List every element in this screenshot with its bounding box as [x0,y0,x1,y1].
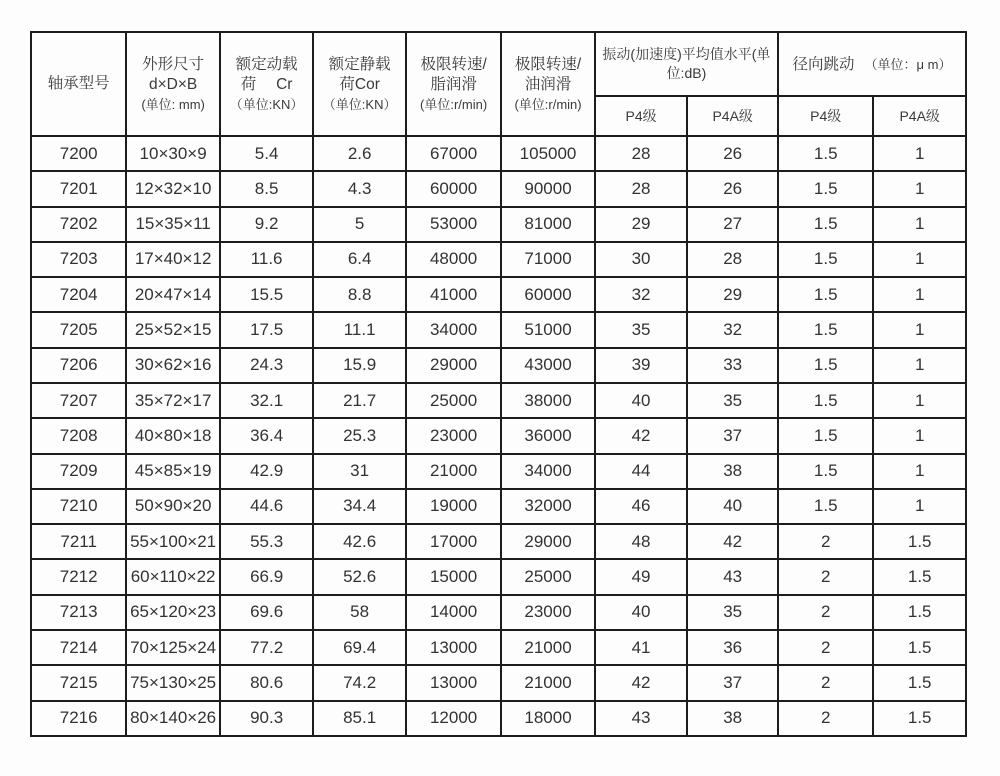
cell-grease-speed: 14000 [406,595,501,630]
col-header-grease-speed-line2: 脂润滑 [430,75,477,93]
cell-cor: 4.3 [313,171,406,206]
cell-model: 7210 [31,489,126,524]
cell-vibration-p4a: 26 [687,171,778,206]
cell-grease-speed: 19000 [406,489,501,524]
col-header-vibration-group-label: 振动(加速度)平均值水平(单位:dB) [602,46,771,81]
col-header-model-label: 轴承型号 [47,75,110,92]
cell-runout-p4: 2 [778,524,873,559]
cell-oil-speed: 90000 [501,171,595,206]
cell-cor: 25.3 [313,418,406,453]
cell-model: 7207 [31,383,126,418]
cell-runout-p4a: 1 [873,489,966,524]
cell-grease-speed: 25000 [406,383,501,418]
cell-vibration-p4a: 37 [687,665,778,700]
table-row [31,242,966,277]
cell-cr: 55.3 [220,524,314,559]
cell-runout-p4a: 1 [873,312,966,347]
header-row-top [31,32,966,96]
table-row [31,277,966,312]
col-header-static-load-unit: （单位:KN） [322,96,397,112]
table-row [31,312,966,347]
cell-oil-speed: 23000 [501,595,595,630]
cell-cr: 5.4 [220,136,314,171]
cell-vibration-p4: 29 [595,207,688,242]
cell-vibration-p4a: 42 [687,524,778,559]
cell-vibration-p4: 48 [595,524,688,559]
cell-runout-p4: 2 [778,595,873,630]
table-row [31,559,966,594]
cell-cr: 42.9 [220,454,314,489]
cell-dimensions: 35×72×17 [126,383,220,418]
cell-grease-speed: 34000 [406,312,501,347]
col-header-static-load-line2: 荷Cor [339,75,380,93]
cell-runout-p4: 1.5 [778,489,873,524]
cell-vibration-p4a: 38 [687,701,778,737]
table-row [31,136,966,171]
cell-runout-p4a: 1.5 [873,595,966,630]
cell-cr: 8.5 [220,171,314,206]
col-header-vibration-group [595,32,778,96]
cell-grease-speed: 41000 [406,277,501,312]
cell-dimensions: 60×110×22 [126,559,220,594]
cell-runout-p4a: 1.5 [873,630,966,665]
cell-vibration-p4a: 43 [687,559,778,594]
cell-oil-speed: 32000 [501,489,595,524]
cell-oil-speed: 34000 [501,454,595,489]
cell-cor: 5 [313,207,406,242]
cell-model: 7205 [31,312,126,347]
cell-cr: 90.3 [220,701,314,737]
cell-oil-speed: 43000 [501,348,595,383]
cell-vibration-p4: 35 [595,312,688,347]
cell-vibration-p4a: 36 [687,630,778,665]
cell-vibration-p4: 41 [595,630,688,665]
col-header-dynamic-load-line1: 额定动载 [235,55,298,73]
cell-cor: 34.4 [313,489,406,524]
cell-dimensions: 12×32×10 [126,171,220,206]
cell-runout-p4: 1.5 [778,454,873,489]
cell-grease-speed: 53000 [406,207,501,242]
table-body [31,136,966,736]
col-header-grease-speed [406,32,501,136]
col-header-grease-speed-unit: (单位:r/min) [420,96,488,112]
cell-oil-speed: 25000 [501,559,595,594]
cell-dimensions: 70×125×24 [126,630,220,665]
cell-runout-p4a: 1 [873,277,966,312]
table-row [31,665,966,700]
cell-grease-speed: 12000 [406,701,501,737]
cell-oil-speed: 81000 [501,207,595,242]
col-header-runout-group [778,32,966,96]
cell-vibration-p4: 42 [595,665,688,700]
cell-runout-p4a: 1.5 [873,701,966,737]
cell-oil-speed: 51000 [501,312,595,347]
table-row [31,524,966,559]
cell-model: 7206 [31,348,126,383]
col-header-model [31,32,126,136]
cell-vibration-p4a: 35 [687,383,778,418]
col-header-runout-group-label: 径向跳动 [792,55,855,73]
cell-oil-speed: 21000 [501,665,595,700]
col-header-dimensions-line1: 外形尺寸 [142,55,205,73]
subcol-header-runout-p4 [778,96,873,136]
cell-cor: 31 [313,454,406,489]
cell-cr: 77.2 [220,630,314,665]
cell-cr: 24.3 [220,348,314,383]
table-row [31,454,966,489]
cell-dimensions: 15×35×11 [126,207,220,242]
col-header-oil-speed [501,32,595,136]
col-header-dynamic-load-line2: 荷 Cr [240,75,293,93]
col-header-oil-speed-unit: (单位:r/min) [514,96,582,112]
cell-grease-speed: 13000 [406,630,501,665]
cell-model: 7216 [31,701,126,737]
cell-model: 7213 [31,595,126,630]
cell-runout-p4: 1.5 [778,312,873,347]
cell-cor: 8.8 [313,277,406,312]
cell-vibration-p4: 42 [595,418,688,453]
cell-cor: 6.4 [313,242,406,277]
cell-cr: 69.6 [220,595,314,630]
cell-oil-speed: 29000 [501,524,595,559]
cell-model: 7200 [31,136,126,171]
cell-cor: 15.9 [313,348,406,383]
cell-runout-p4: 2 [778,701,873,737]
cell-vibration-p4a: 27 [687,207,778,242]
cell-cor: 58 [313,595,406,630]
cell-cr: 15.5 [220,277,314,312]
cell-cr: 11.6 [220,242,314,277]
cell-runout-p4a: 1.5 [873,665,966,700]
cell-oil-speed: 105000 [501,136,595,171]
col-header-static-load-line1: 额定静载 [328,55,391,73]
col-header-dimensions [126,32,220,136]
cell-cor: 42.6 [313,524,406,559]
cell-vibration-p4a: 26 [687,136,778,171]
cell-vibration-p4: 28 [595,171,688,206]
cell-grease-speed: 17000 [406,524,501,559]
cell-cor: 85.1 [313,701,406,737]
table-row [31,348,966,383]
cell-vibration-p4: 46 [595,489,688,524]
cell-vibration-p4: 39 [595,348,688,383]
cell-vibration-p4: 43 [595,701,688,737]
cell-grease-speed: 23000 [406,418,501,453]
cell-runout-p4: 1.5 [778,207,873,242]
cell-model: 7203 [31,242,126,277]
subcol-header-vibration-p4-label: P4级 [625,108,657,124]
cell-dimensions: 25×52×15 [126,312,220,347]
cell-runout-p4a: 1 [873,348,966,383]
cell-dimensions: 40×80×18 [126,418,220,453]
cell-runout-p4a: 1.5 [873,559,966,594]
cell-model: 7211 [31,524,126,559]
cell-grease-speed: 60000 [406,171,501,206]
cell-dimensions: 65×120×23 [126,595,220,630]
cell-runout-p4a: 1 [873,207,966,242]
cell-grease-speed: 67000 [406,136,501,171]
cell-vibration-p4a: 32 [687,312,778,347]
cell-grease-speed: 21000 [406,454,501,489]
cell-dimensions: 75×130×25 [126,665,220,700]
cell-cor: 2.6 [313,136,406,171]
cell-oil-speed: 21000 [501,630,595,665]
cell-dimensions: 20×47×14 [126,277,220,312]
cell-dimensions: 10×30×9 [126,136,220,171]
cell-vibration-p4a: 33 [687,348,778,383]
cell-model: 7208 [31,418,126,453]
table-row [31,171,966,206]
cell-cr: 9.2 [220,207,314,242]
table-row [31,383,966,418]
cell-cor: 21.7 [313,383,406,418]
cell-runout-p4: 1.5 [778,348,873,383]
cell-dimensions: 80×140×26 [126,701,220,737]
cell-runout-p4a: 1 [873,383,966,418]
cell-model: 7204 [31,277,126,312]
cell-runout-p4: 1.5 [778,136,873,171]
subcol-header-vibration-p4a-label: P4A级 [712,108,753,124]
col-header-dimensions-unit: (单位: mm) [141,96,205,112]
cell-cr: 36.4 [220,418,314,453]
col-header-dynamic-load [220,32,314,136]
table-row [31,630,966,665]
cell-vibration-p4: 30 [595,242,688,277]
cell-oil-speed: 71000 [501,242,595,277]
cell-vibration-p4a: 28 [687,242,778,277]
table-row [31,701,966,737]
table-row [31,207,966,242]
cell-vibration-p4: 28 [595,136,688,171]
cell-cr: 32.1 [220,383,314,418]
cell-runout-p4: 1.5 [778,383,873,418]
cell-cor: 69.4 [313,630,406,665]
cell-vibration-p4a: 35 [687,595,778,630]
subcol-header-runout-p4a-label: P4A级 [899,108,940,124]
cell-model: 7214 [31,630,126,665]
cell-runout-p4a: 1 [873,454,966,489]
cell-model: 7201 [31,171,126,206]
subcol-header-runout-p4a [873,96,966,136]
cell-vibration-p4: 49 [595,559,688,594]
cell-runout-p4: 1.5 [778,242,873,277]
cell-vibration-p4a: 40 [687,489,778,524]
cell-runout-p4: 1.5 [778,171,873,206]
cell-vibration-p4a: 38 [687,454,778,489]
cell-vibration-p4: 32 [595,277,688,312]
cell-runout-p4a: 1 [873,136,966,171]
cell-runout-p4: 2 [778,665,873,700]
cell-model: 7209 [31,454,126,489]
cell-oil-speed: 60000 [501,277,595,312]
cell-runout-p4: 1.5 [778,418,873,453]
table-row [31,489,966,524]
subcol-header-vibration-p4 [595,96,688,136]
cell-dimensions: 50×90×20 [126,489,220,524]
table-row [31,418,966,453]
cell-vibration-p4a: 37 [687,418,778,453]
cell-cr: 44.6 [220,489,314,524]
cell-model: 7212 [31,559,126,594]
cell-cr: 17.5 [220,312,314,347]
cell-vibration-p4a: 29 [687,277,778,312]
cell-runout-p4a: 1.5 [873,524,966,559]
cell-dimensions: 17×40×12 [126,242,220,277]
cell-oil-speed: 38000 [501,383,595,418]
cell-oil-speed: 18000 [501,701,595,737]
cell-dimensions: 45×85×19 [126,454,220,489]
cell-cor: 74.2 [313,665,406,700]
cell-vibration-p4: 40 [595,595,688,630]
col-header-static-load [313,32,406,136]
cell-dimensions: 30×62×16 [126,348,220,383]
cell-runout-p4a: 1 [873,171,966,206]
col-header-dynamic-load-unit: （单位:KN） [229,96,304,112]
cell-model: 7202 [31,207,126,242]
cell-cor: 11.1 [313,312,406,347]
cell-vibration-p4: 40 [595,383,688,418]
col-header-dimensions-line2: d×D×B [148,75,198,93]
col-header-runout-group-unit: （单位：μ m） [864,56,952,72]
subcol-header-runout-p4-label: P4级 [810,108,842,124]
cell-runout-p4: 1.5 [778,277,873,312]
cell-grease-speed: 29000 [406,348,501,383]
cell-oil-speed: 36000 [501,418,595,453]
cell-cor: 52.6 [313,559,406,594]
cell-runout-p4a: 1 [873,242,966,277]
cell-dimensions: 55×100×21 [126,524,220,559]
bearing-spec-table [30,31,967,737]
cell-cr: 66.9 [220,559,314,594]
cell-grease-speed: 15000 [406,559,501,594]
cell-grease-speed: 48000 [406,242,501,277]
cell-runout-p4: 2 [778,559,873,594]
cell-runout-p4a: 1 [873,418,966,453]
table-header [31,32,966,136]
subcol-header-vibration-p4a [687,96,778,136]
cell-vibration-p4: 44 [595,454,688,489]
col-header-grease-speed-line1: 极限转速/ [420,55,487,73]
col-header-oil-speed-line1: 极限转速/ [514,55,582,73]
cell-runout-p4: 2 [778,630,873,665]
cell-grease-speed: 13000 [406,665,501,700]
table-row [31,595,966,630]
cell-model: 7215 [31,665,126,700]
cell-cr: 80.6 [220,665,314,700]
col-header-oil-speed-line2: 油润滑 [524,75,572,93]
